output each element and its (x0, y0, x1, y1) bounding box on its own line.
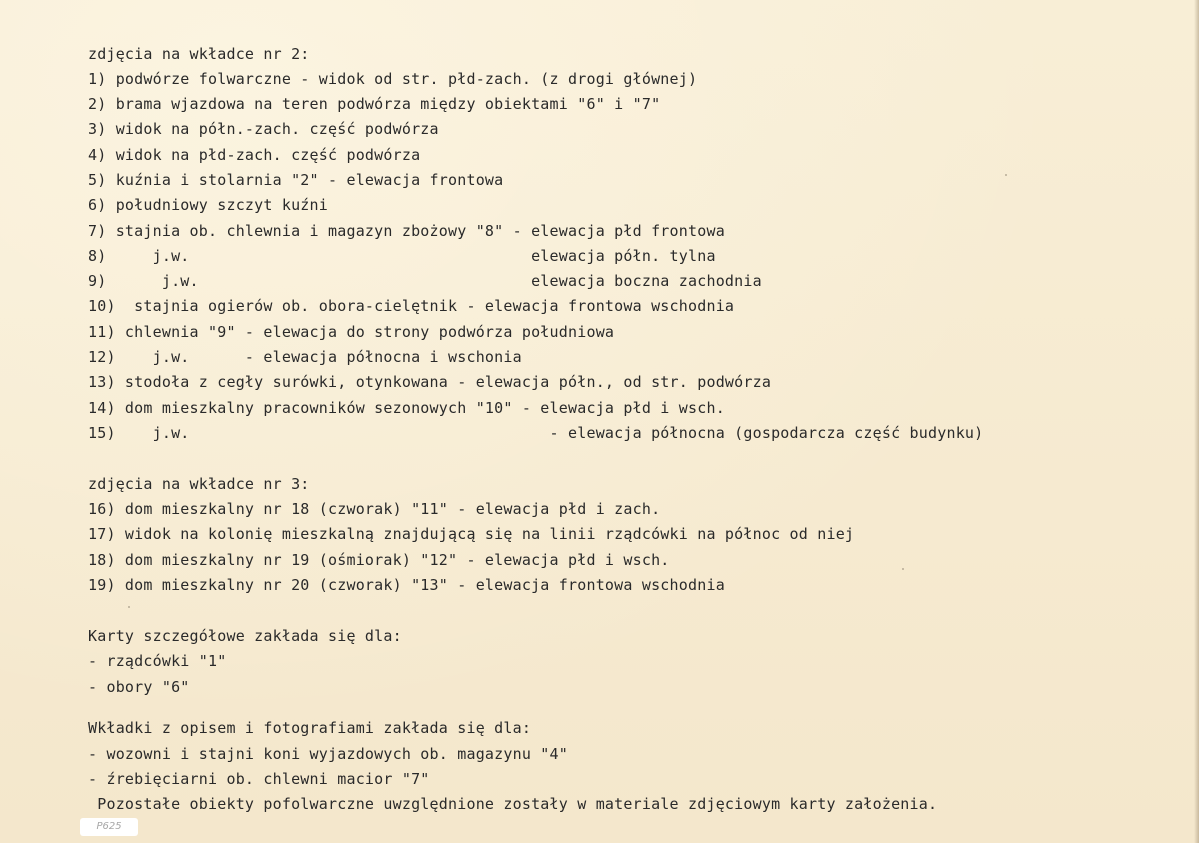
archive-stamp: P625 (80, 818, 138, 836)
paper-speck (128, 606, 130, 608)
closing-note: Pozostałe obiekty pofolwarczne uwzględnione zostały w materiale zdjęciowym karty założenia. (88, 795, 938, 813)
list-item: - obory "6" (88, 678, 190, 696)
list-item: 6) południowy szczyt kuźni (88, 196, 328, 214)
detail-cards-heading: Karty szczegółowe zakłada się dla: (88, 627, 402, 645)
list-item: 9) j.w. elewacja boczna zachodnia (88, 272, 762, 290)
list-item: 4) widok na płd-zach. część podwórza (88, 146, 421, 164)
list-item: 2) brama wjazdowa na teren podwórza między obiektami "6" i "7" (88, 95, 661, 113)
list-item: - źrebięciarni ob. chlewni macior "7" (88, 770, 430, 788)
paper-edge (1194, 0, 1199, 843)
list-item: 17) widok na kolonię mieszkalną znajdującą się na linii rządcówki na północ od niej (88, 525, 855, 543)
list-item: 7) stajnia ob. chlewnia i magazyn zbożowy "8" - elewacja płd frontowa (88, 222, 725, 240)
list-item: 12) j.w. - elewacja północna i wschonia (88, 348, 522, 366)
list-item: 3) widok na półn.-zach. część podwórza (88, 120, 439, 138)
section2-heading: zdjęcia na wkładce nr 2: (88, 45, 310, 63)
section3-heading: zdjęcia na wkładce nr 3: (88, 475, 310, 493)
list-item: - rządcówki "1" (88, 652, 227, 670)
list-item: 13) stodoła z cegły surówki, otynkowana - elewacja półn., od str. podwórza (88, 373, 772, 391)
list-item: 1) podwórze folwarczne - widok od str. płd-zach. (z drogi głównej) (88, 70, 698, 88)
list-item: 15) j.w. - elewacja północna (gospodarcza część budynku) (88, 424, 984, 442)
paper-speck (1005, 174, 1007, 176)
list-item: 18) dom mieszkalny nr 19 (ośmiorak) "12" - elewacja płd i wsch. (88, 551, 670, 569)
list-item: 19) dom mieszkalny nr 20 (czworak) "13" - elewacja frontowa wschodnia (88, 576, 725, 594)
list-item: - wozowni i stajni koni wyjazdowych ob. magazynu "4" (88, 745, 568, 763)
list-item: 10) stajnia ogierów ob. obora-cielętnik - elewacja frontowa wschodnia (88, 297, 735, 315)
list-item: 5) kuźnia i stolarnia "2" - elewacja frontowa (88, 171, 504, 189)
list-item: 16) dom mieszkalny nr 18 (czworak) "11" - elewacja płd i zach. (88, 500, 661, 518)
list-item: 8) j.w. elewacja półn. tylna (88, 247, 716, 265)
list-item: 11) chlewnia "9" - elewacja do strony podwórza południowa (88, 323, 615, 341)
paper-speck (902, 568, 904, 570)
inserts-heading: Wkładki z opisem i fotografiami zakłada się dla: (88, 719, 532, 737)
list-item: 14) dom mieszkalny pracowników sezonowych "10" - elewacja płd i wsch. (88, 399, 725, 417)
